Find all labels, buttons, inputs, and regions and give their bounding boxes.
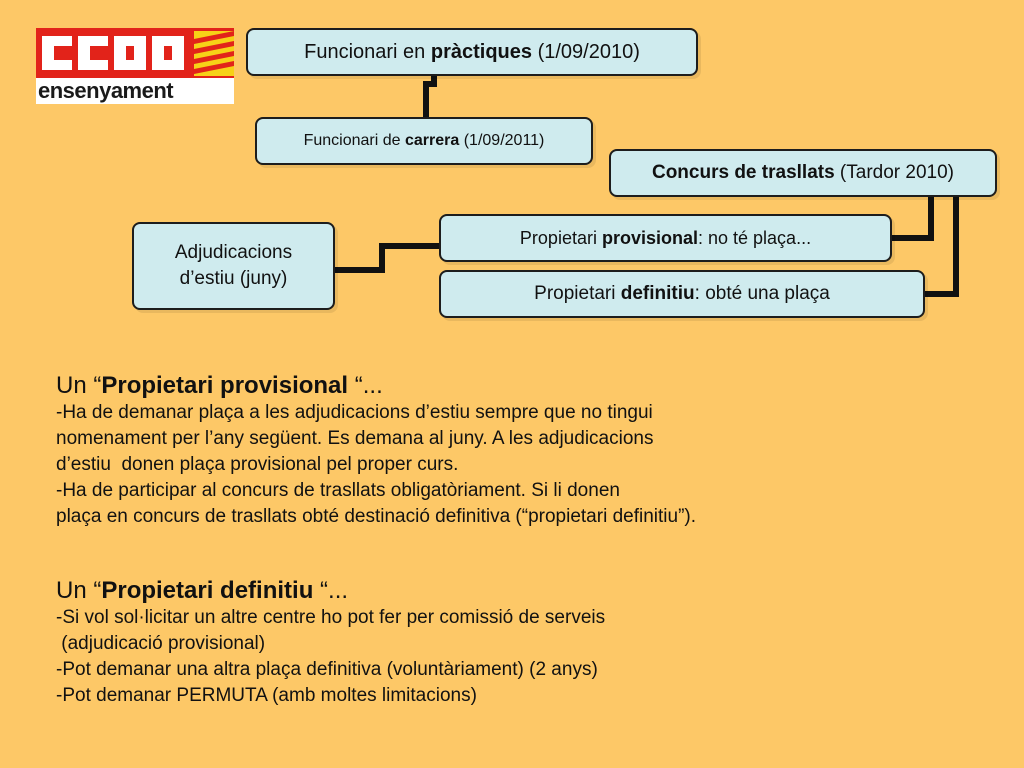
box-practiques-text: Funcionari en pràctiques (1/09/2010) xyxy=(304,40,640,63)
definitiu-line-2: (adjudicació provisional) xyxy=(56,633,266,654)
box-concurs-trasllats xyxy=(609,149,997,197)
box-propietari-definitiu xyxy=(439,270,925,318)
box-concurs-text: Concurs de trasllats (Tardor 2010) xyxy=(651,162,954,183)
senyera-flag-icon xyxy=(194,31,234,76)
provisional-line-3: d’estiu donen plaça provisional pel proper curs. xyxy=(56,454,459,475)
box-adjudicacions-text: Adjudicacions d’estiu (juny) xyxy=(174,242,293,289)
provisional-line-5: plaça en concurs de trasllats obté destinació definitiva (“propietari definitiu”). xyxy=(56,506,696,527)
connector-concurs-definitiu xyxy=(925,197,956,294)
box-provisional-text: Propietari provisional: no té plaça... xyxy=(519,227,812,248)
ccoo-letters-logo xyxy=(40,32,190,74)
explanation-provisional xyxy=(56,372,1016,530)
ccoo-ensenyament-logo xyxy=(36,28,234,104)
heading-definitiu: Un “Propietari definitiu “... xyxy=(56,577,349,604)
connector-practiques-carrera xyxy=(426,76,434,117)
box-adjudicacions-estiu xyxy=(132,222,335,310)
definitiu-line-3: -Pot demanar una altra plaça definitiva (voluntàriament) (2 anys) xyxy=(56,659,598,680)
connector-concurs-provisional xyxy=(892,197,931,238)
box-funcionari-practiques xyxy=(246,28,698,76)
heading-provisional: Un “Propietari provisional “... xyxy=(56,372,383,399)
box-definitiu-text: Propietari definitiu: obté una plaça xyxy=(534,283,830,304)
box-propietari-provisional xyxy=(439,214,892,262)
box-funcionari-carrera xyxy=(255,117,593,165)
explanation-definitiu xyxy=(56,577,1016,709)
logo-brand-text: ensenyament xyxy=(38,78,174,103)
box-carrera-text: Funcionari de carrera (1/09/2011) xyxy=(303,132,545,149)
provisional-line-1: -Ha de demanar plaça a les adjudicacions d’estiu sempre que no tingui xyxy=(56,402,653,423)
definitiu-line-4: -Pot demanar PERMUTA (amb moltes limitacions) xyxy=(56,685,477,706)
definitiu-line-1: -Si vol sol·licitar un altre centre ho pot fer per comissió de serveis xyxy=(56,607,606,628)
provisional-line-4: -Ha de participar al concurs de trasllats obligatòriament. Si li donen xyxy=(56,480,620,501)
connector-adjudicacions-provisional xyxy=(335,246,439,270)
provisional-line-2: nomenament per l’any següent. Es demana al juny. A les adjudicacions xyxy=(56,428,654,449)
